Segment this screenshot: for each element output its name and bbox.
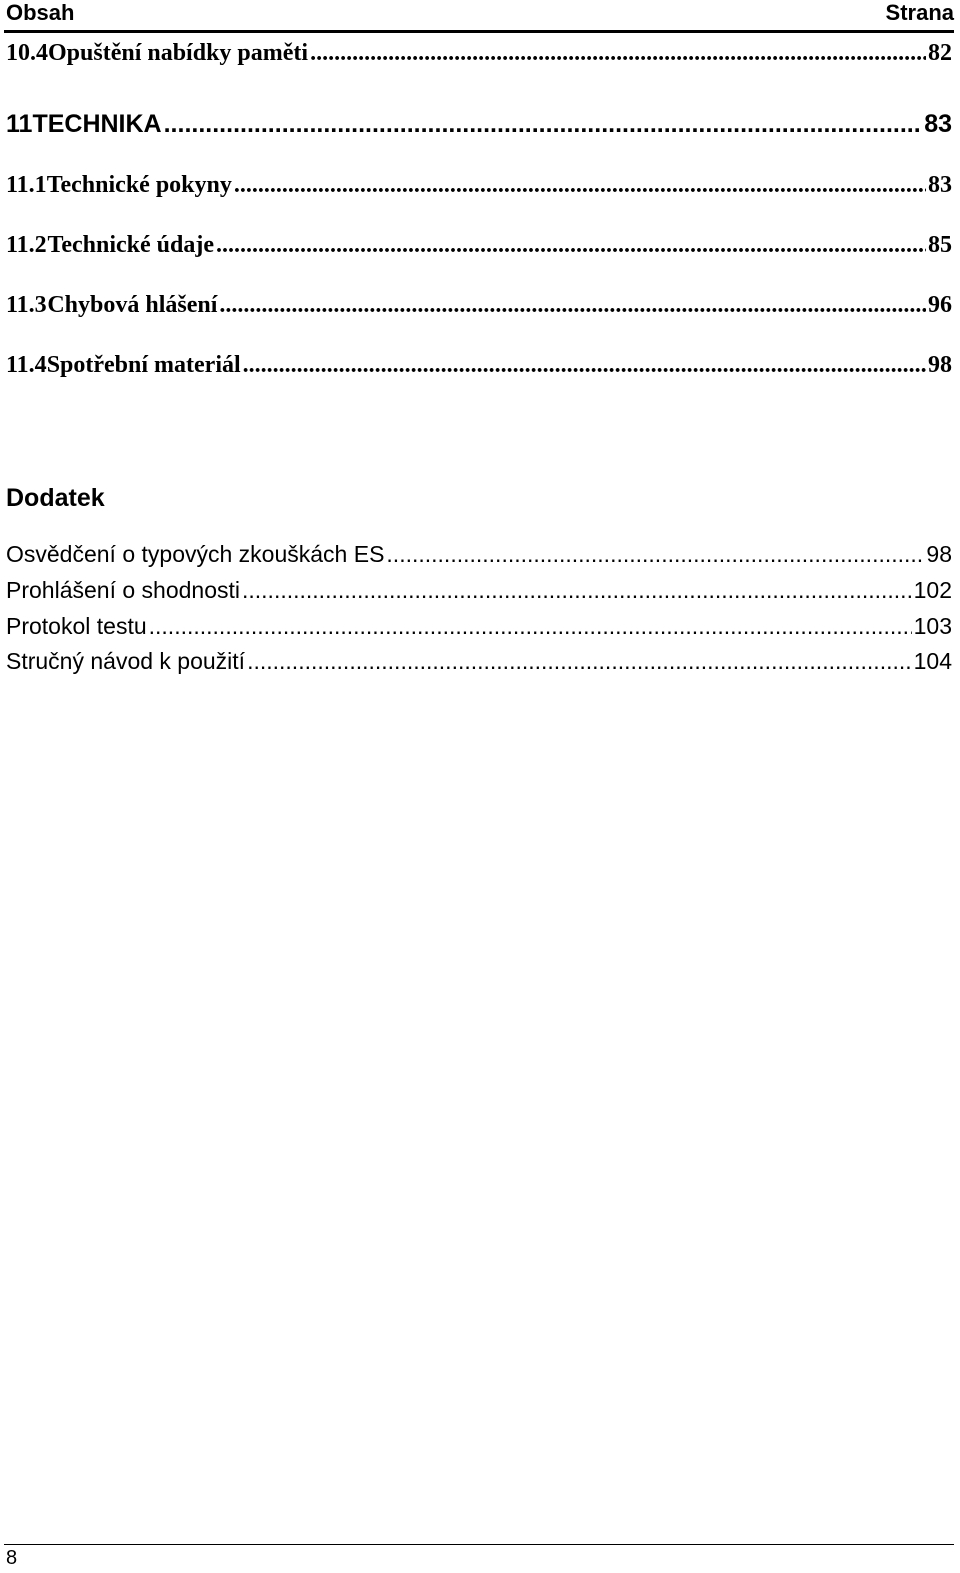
appendix-entry-page: 102	[913, 577, 952, 603]
header-page-label: Strana	[885, 0, 954, 25]
appendix-entry	[6, 613, 952, 640]
appendix-entry-title: Protokol testu	[6, 613, 147, 639]
toc-header	[4, 0, 954, 33]
leader-dots	[242, 577, 912, 604]
toc-entry-number: 11.4	[6, 352, 47, 378]
toc-entry	[6, 232, 952, 259]
footer-page-number: 8	[6, 1547, 18, 1569]
toc-entry-title: Chybová hlášení	[47, 292, 218, 318]
toc-entry-page: 82	[928, 40, 952, 66]
toc-entry-title: Spotřební materiál	[46, 352, 241, 378]
toc-entry	[6, 292, 952, 319]
toc-entry-page: 83	[924, 110, 952, 138]
appendix-entry	[6, 577, 952, 604]
appendix-entry	[6, 541, 952, 568]
toc-entry-page: 98	[928, 352, 952, 378]
toc-entry-number: 11.2	[6, 232, 47, 258]
toc-entry-number: 11	[6, 110, 33, 138]
toc-entry	[6, 110, 952, 139]
leader-dots	[247, 648, 912, 675]
toc-entry-page: 85	[928, 232, 952, 258]
leader-dots	[219, 292, 926, 319]
appendix-entry-page: 104	[913, 648, 952, 674]
leader-dots	[164, 110, 923, 139]
appendix-heading: Dodatek	[6, 484, 105, 512]
leader-dots	[243, 352, 926, 379]
toc-entry	[6, 352, 952, 379]
appendix-entry-page: 98	[926, 541, 952, 567]
toc-entry-page: 83	[928, 172, 952, 198]
leader-dots	[310, 40, 926, 67]
header-contents-label: Obsah	[6, 0, 75, 25]
leader-dots	[234, 172, 926, 199]
appendix-entry-title: Stručný návod k použití	[6, 648, 246, 674]
toc-entry-number: 11.1	[6, 172, 47, 198]
toc-entry	[6, 172, 952, 199]
appendix-entry	[6, 648, 952, 675]
toc-entry-number: 10.4	[6, 40, 48, 66]
footer-divider	[4, 1544, 954, 1545]
toc-entry-title: Technické údaje	[47, 232, 214, 258]
leader-dots	[386, 541, 924, 568]
toc-entry-page: 96	[928, 292, 952, 318]
toc-entry-title: Technické pokyny	[46, 172, 232, 198]
toc-entry-title: TECHNIKA	[32, 110, 162, 138]
toc-entry	[6, 40, 952, 67]
appendix-entry-title: Osvědčení o typových zkouškách ES	[6, 541, 385, 567]
leader-dots	[216, 232, 926, 259]
appendix-entry-page: 103	[913, 613, 952, 639]
toc-entry-title: Opuštění nabídky paměti	[48, 40, 309, 66]
leader-dots	[149, 613, 912, 640]
toc-entry-number: 11.3	[6, 292, 47, 318]
appendix-entry-title: Prohlášení o shodnosti	[6, 577, 240, 603]
